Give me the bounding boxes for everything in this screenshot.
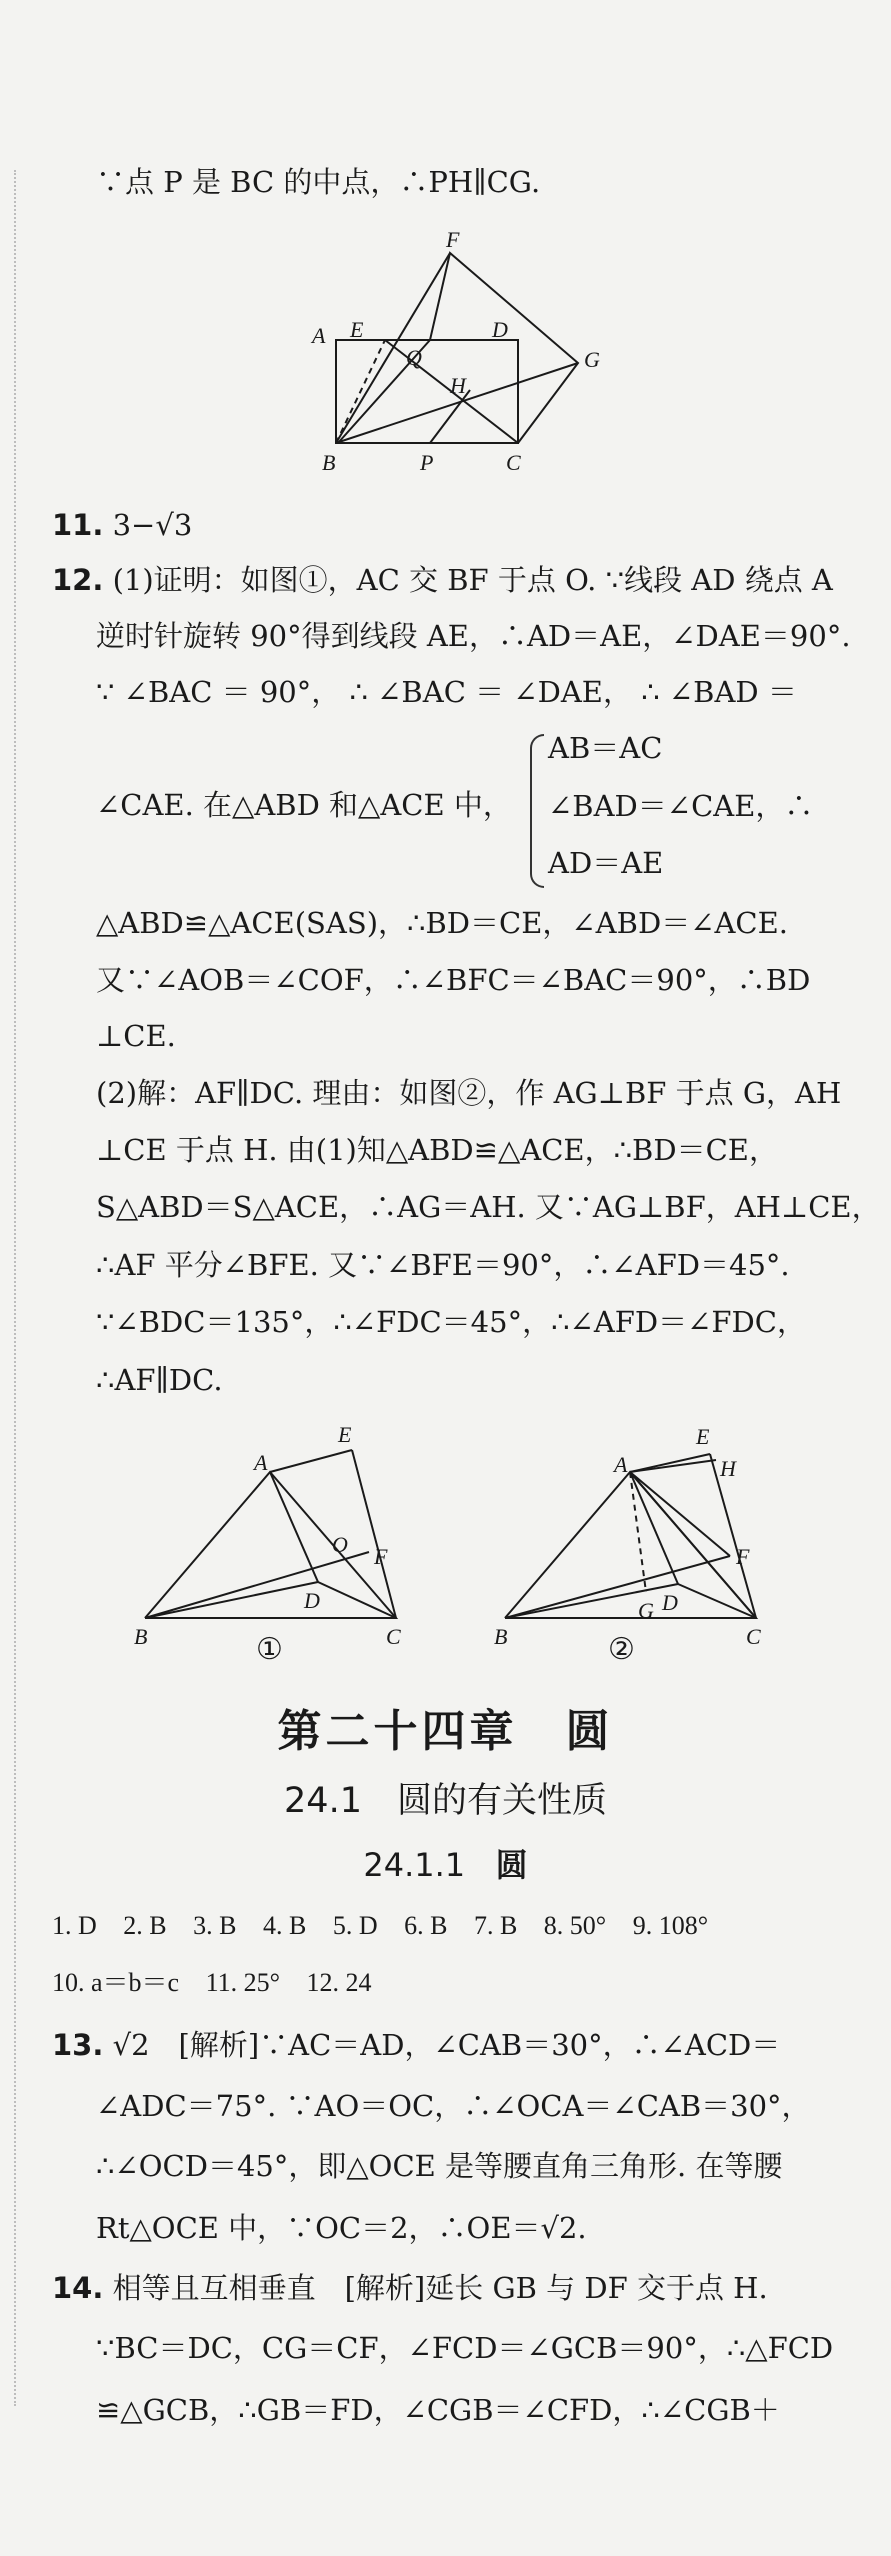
figure-2-caption: ② <box>608 1632 635 1667</box>
answer-text: 3−√3 <box>112 508 193 542</box>
q12-line-j: S△ABD＝S△ACE，∴AG＝AH. 又∵AG⊥BF，AH⊥CE， <box>96 1190 881 1224</box>
label-B: B <box>494 1624 508 1649</box>
answers-row-1 <box>52 1908 728 1944</box>
question-number: 12. <box>52 563 104 597</box>
q12-line-i: ⊥CE 于点 H. 由(1)知△ABD≌△ACE，∴BD＝CE， <box>96 1133 778 1167</box>
label-G: G <box>584 347 600 372</box>
answer-item: 1. D <box>52 1911 97 1940</box>
label-F: F <box>446 227 460 252</box>
q14-line-a <box>52 2268 768 2308</box>
label-F: F <box>374 1544 388 1569</box>
label-A: A <box>254 1450 268 1475</box>
answer-item: 10. a＝b＝c <box>52 1968 180 1997</box>
label-D: D <box>304 1588 320 1613</box>
q14-text: 相等且互相垂直 [解析]延长 GB 与 DF 交于点 H. <box>112 2271 768 2305</box>
label-C: C <box>746 1624 761 1649</box>
label-P: P <box>420 450 434 475</box>
text-line: ∵点 P 是 BC 的中点，∴PH∥CG. <box>96 165 541 199</box>
answer-item: 5. D <box>332 1911 378 1940</box>
q12-line-k: ∴AF 平分∠BFE. 又∵∠BFE＝90°，∴∠AFD＝45°. <box>96 1248 790 1282</box>
q12-line-a <box>52 560 833 600</box>
q14-line-c: ≌△GCB，∴GB＝FD，∠CGB＝∠CFD，∴∠CGB＋ <box>96 2393 780 2427</box>
label-D: D <box>492 317 508 342</box>
label-E: E <box>338 1422 352 1447</box>
q12-line-g: ⊥CE. <box>96 1019 176 1053</box>
subsection-name: 圆 <box>495 1846 528 1884</box>
answer-item: 6. B <box>404 1911 448 1940</box>
figure-1-caption: ① <box>256 1632 283 1667</box>
chapter-title: 第二十四章 圆 <box>277 1706 614 1757</box>
label-O: O <box>332 1532 348 1557</box>
q12-line-c: ∵ ∠BAC ＝ 90°， ∴ ∠BAC ＝ ∠DAE， ∴ ∠BAD ＝ <box>96 675 797 709</box>
brace-condition: ∠BAD＝∠CAE，∴ <box>548 789 814 823</box>
answer-item: 7. B <box>473 1911 518 1940</box>
answer-item: 2. B <box>123 1911 167 1940</box>
answer-item: 11. 25° <box>205 1968 281 1997</box>
margin-rule <box>14 170 16 2406</box>
question-number: 13. <box>52 2028 104 2062</box>
label-C: C <box>386 1624 401 1649</box>
label-F: F <box>736 1544 750 1569</box>
answer-item: 8. 50° <box>543 1911 607 1940</box>
subsection-number: 24.1.1 <box>363 1846 466 1884</box>
q13-line-d: Rt△OCE 中，∵OC＝2，∴OE＝√2. <box>96 2211 587 2245</box>
label-B: B <box>134 1624 148 1649</box>
label-H: H <box>450 373 466 398</box>
q13-line-b: ∠ADC＝75°. ∵AO＝OC，∴∠OCA＝∠CAB＝30°， <box>96 2089 811 2123</box>
label-G: G <box>638 1598 654 1623</box>
answer-item: 9. 108° <box>632 1911 709 1940</box>
answers-row-2 <box>52 1965 392 2001</box>
q12-text: (1)证明：如图①，AC 交 BF 于点 O. ∵线段 AD 绕点 A <box>112 563 833 597</box>
q12-line-h: (2)解：AF∥DC. 理由：如图②，作 AG⊥BF 于点 G，AH <box>96 1076 842 1110</box>
question-number: 11. <box>52 508 104 542</box>
label-B: B <box>322 450 336 475</box>
label-C: C <box>506 450 521 475</box>
label-H: H <box>720 1456 736 1481</box>
question-number: 14. <box>52 2271 104 2305</box>
q12-line-l: ∵∠BDC＝135°，∴∠FDC＝45°，∴∠AFD＝∠FDC， <box>96 1305 806 1339</box>
q13-text: √2 [解析]∵AC＝AD，∠CAB＝30°，∴∠ACD＝ <box>112 2028 781 2062</box>
q13-line-c: ∴∠OCD＝45°，即△OCE 是等腰直角三角形. 在等腰 <box>96 2149 783 2183</box>
figure-rectangle-construction <box>310 225 610 485</box>
q12-line-b: 逆时针旋转 90°得到线段 AE，∴AD＝AE，∠DAE＝90°. <box>96 619 851 653</box>
brace-condition: AD＝AE <box>548 846 664 880</box>
q12-line-m: ∴AF∥DC. <box>96 1363 223 1397</box>
section-title: 24.1 圆的有关性质 <box>284 1781 607 1821</box>
label-D: D <box>662 1590 678 1615</box>
q14-line-b: ∵BC＝DC，CG＝CF，∠FCD＝∠GCB＝90°，∴△FCD <box>96 2331 834 2365</box>
q12-line-f: 又∵∠AOB＝∠COF，∴∠BFC＝∠BAC＝90°，∴BD <box>96 963 811 997</box>
label-E: E <box>350 317 364 342</box>
label-E: E <box>696 1424 710 1449</box>
label-A: A <box>614 1452 628 1477</box>
q12-line-e: △ABD≌△ACE(SAS)，∴BD＝CE，∠ABD＝∠ACE. <box>96 906 789 940</box>
answer-11 <box>52 505 192 545</box>
answer-item: 3. B <box>193 1911 237 1940</box>
subsection-title <box>0 1840 891 1886</box>
left-brace <box>530 734 544 888</box>
q12-line-d: ∠CAE. 在△ABD 和△ACE 中， <box>96 788 512 822</box>
answer-item: 4. B <box>262 1911 307 1940</box>
answer-item: 12. 24 <box>306 1968 372 1997</box>
label-A: A <box>312 323 326 348</box>
q13-line-a <box>52 2025 780 2065</box>
brace-condition: AB＝AC <box>548 731 663 765</box>
label-Q: Q <box>406 345 422 370</box>
